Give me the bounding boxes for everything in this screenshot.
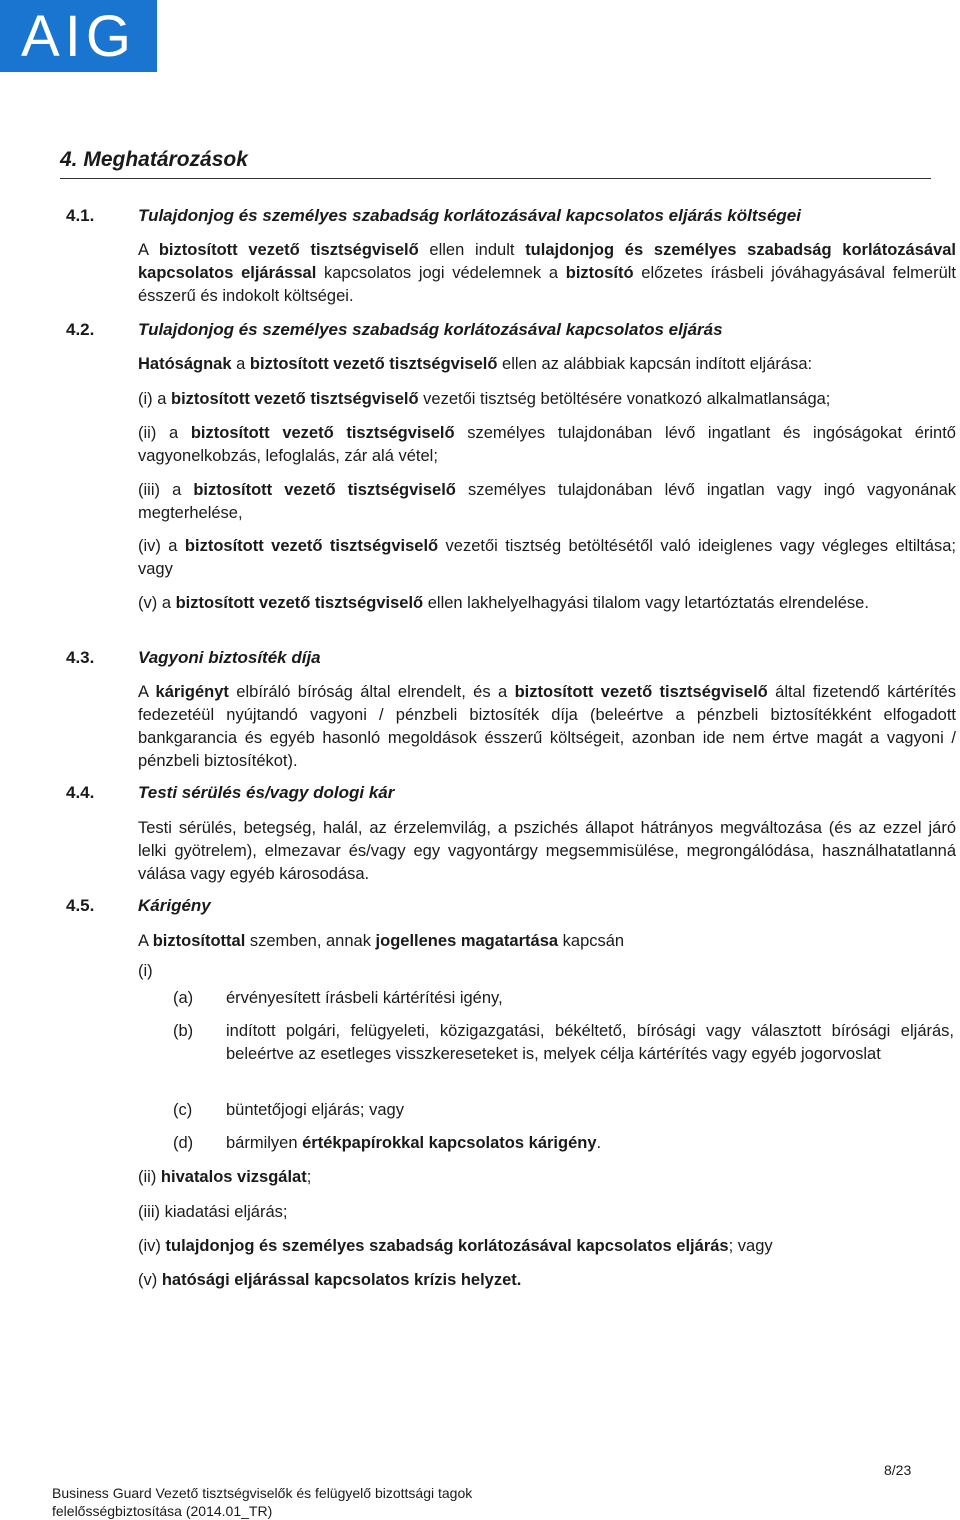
sub-item-b-label: (b)	[173, 1022, 194, 1040]
paragraph-4-4: Testi sérülés, betegség, halál, az érzelemvilág, a pszichés állapot hátrányos megváltozása (és az ezzel járó lelki gyötrelem), elmezavar és/vagy egy vagyontárgy megsemmisülése, megrongálódása, használhatatlanná válása vagy egyéb károsodása.	[138, 819, 956, 883]
section-number-4-5: 4.5.	[66, 896, 95, 915]
list-item-4-5-i-label: (i)	[138, 962, 153, 980]
list-item-4-2-v: (v) a biztosított vezető tisztségviselő ellen lakhelyelhagyási tilalom vagy letartóztatás elrendelése.	[138, 594, 869, 612]
section-number-4-4: 4.4.	[66, 783, 95, 802]
list-item-4-5-v: (v) hatósági eljárással kapcsolatos krízis helyzet.	[138, 1271, 522, 1289]
section-title-4-2: Tulajdonjog és személyes szabadság korlátozásával kapcsolatos eljárás	[138, 320, 723, 339]
sub-item-a-text: érvényesített írásbeli kártérítési igény,	[226, 989, 503, 1007]
list-item-4-2-iv: (iv) a biztosított vezető tisztségviselő vezetői tisztség betöltésétől való ideiglenes vagy végleges eltiltása; vagy	[138, 537, 956, 578]
list-item-4-2-ii: (ii) a biztosított vezető tisztségviselő személyes tulajdonában lévő ingatlant és ingóságokat érintő vagyonelkobzás, lefoglalás, zár alá vétel;	[138, 424, 956, 465]
section-title-4-4: Testi sérülés és/vagy dologi kár	[138, 783, 395, 802]
list-item-4-5-ii: (ii) hivatalos vizsgálat;	[138, 1168, 312, 1186]
aig-logo: AIG	[0, 0, 157, 72]
footer	[52, 1484, 472, 1520]
section-title-4-1: Tulajdonjog és személyes szabadság korlátozásával kapcsolatos eljárás költségei	[138, 206, 801, 225]
sub-item-d-label: (d)	[173, 1134, 194, 1152]
paragraph-4-3: A kárigényt elbíráló bíróság által elrendelt, és a biztosított vezető tisztségviselő által fizetendő kártérítés fedezetéül nyújtandó vagyoni / pénzbeli biztosíték díja (beleértve a pénzbeli biztosítékként elfogadott bankgarancia és egyéb hasonló megoldások ésszerű költségeit, azonban ide nem értve magát a vagyoni / pénzbeli biztosítékot).	[138, 683, 956, 770]
sub-item-c-text: büntetőjogi eljárás; vagy	[226, 1101, 404, 1119]
section-title-4-5: Kárigény	[138, 896, 211, 915]
section-number-4-2: 4.2.	[66, 320, 95, 339]
section-title-4-3: Vagyoni biztosíték díja	[138, 648, 321, 667]
list-item-4-2-iii: (iii) a biztosított vezető tisztségviselő személyes tulajdonában lévő ingatlan vagy ingó vagyonának megterhelése,	[138, 481, 957, 522]
section-number-4-3: 4.3.	[66, 648, 95, 667]
paragraph-4-1: A biztosított vezető tisztségviselő ellen indult tulajdonjog és személyes szabadság korlátozásával kapcsolatos eljárással kapcsolatos jogi védelemnek a biztosító előzetes írásbeli jóváhagyásával felmerült ésszerű és indokolt költségei.	[138, 241, 957, 305]
paragraph-4-2-intro: Hatóságnak a biztosított vezető tisztségviselő ellen az alábbiak kapcsán indított eljárása:	[138, 355, 813, 373]
page-number: 8/23	[884, 1462, 912, 1478]
list-item-4-2-i: (i) a biztosított vezető tisztségviselő vezetői tisztség betöltésére vonatkozó alkalmatlansága;	[138, 390, 831, 408]
sub-item-d-text: bármilyen értékpapírokkal kapcsolatos kárigény.	[226, 1134, 602, 1152]
list-item-4-5-iii: (iii) kiadatási eljárás;	[138, 1203, 288, 1221]
section-number-4-1: 4.1.	[66, 206, 95, 225]
sub-item-b-text: indított polgári, felügyeleti, közigazgatási, békéltető, bírósági vagy választott bírósági eljárás, beleértve az esetleges visszkereseteket is, melyek célja kártérítés vagy egyéb jogorvoslat	[226, 1022, 954, 1063]
footer-line-2: felelősségbiztosítása (2014.01_TR)	[52, 1503, 273, 1519]
paragraph-4-5-intro: A biztosítottal szemben, annak jogellenes magatartása kapcsán	[138, 932, 625, 950]
sub-item-a-label: (a)	[173, 989, 194, 1007]
sub-item-c-label: (c)	[173, 1101, 193, 1119]
page-title: 4. Meghatározások	[60, 148, 931, 179]
list-item-4-5-iv: (iv) tulajdonjog és személyes szabadság korlátozásával kapcsolatos eljárás; vagy	[138, 1237, 773, 1255]
footer-line-1: Business Guard Vezető tisztségviselők és felügyelő bizottsági tagok	[52, 1485, 473, 1501]
